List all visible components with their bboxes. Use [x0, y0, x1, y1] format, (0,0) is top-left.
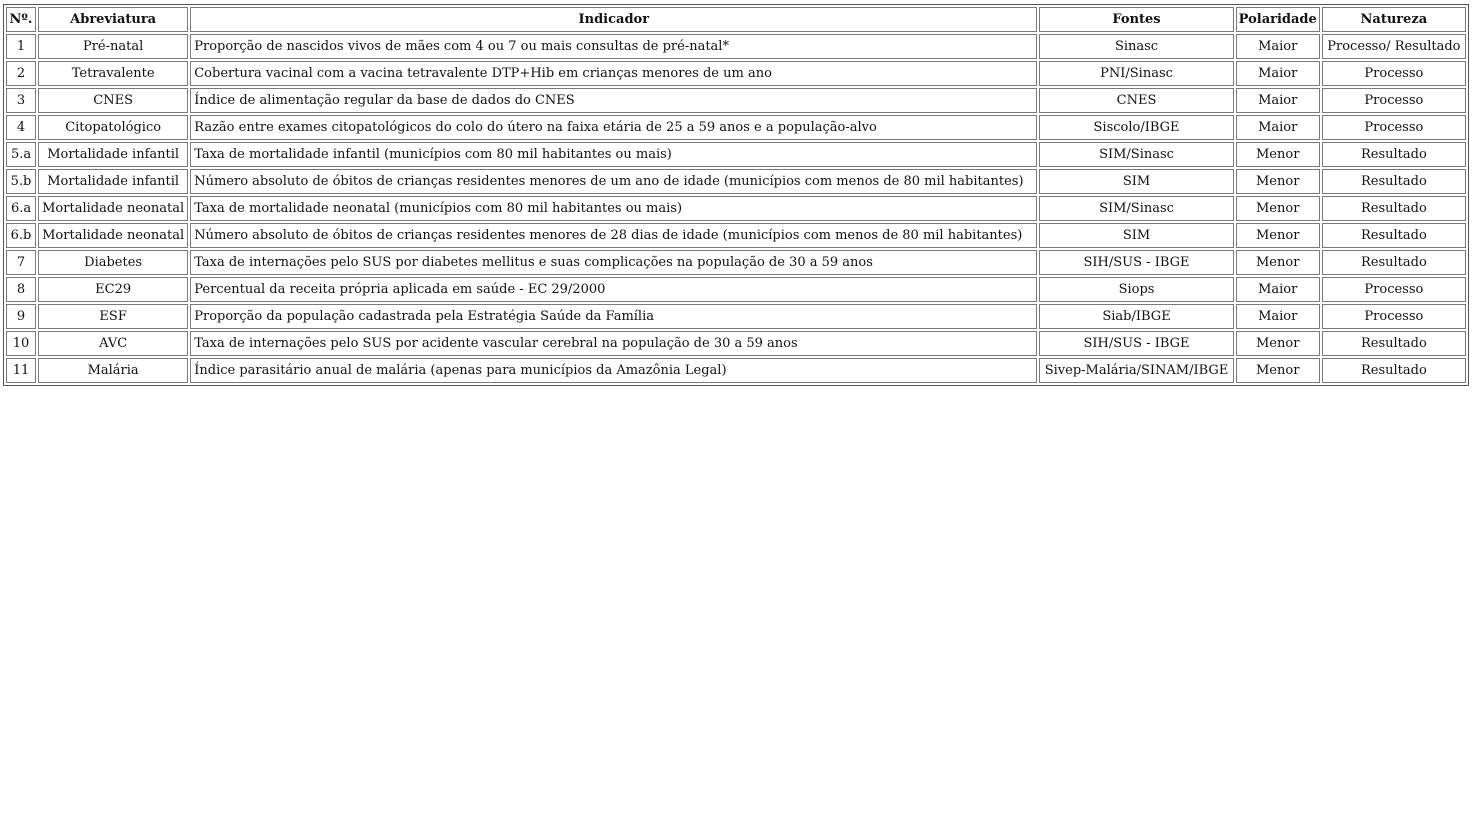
cell-no: 5.b	[6, 169, 36, 194]
cell-abreviatura: AVC	[38, 331, 188, 356]
cell-polaridade: Menor	[1236, 223, 1320, 248]
cell-no: 1	[6, 34, 36, 59]
cell-abreviatura: Pré-natal	[38, 34, 188, 59]
cell-natureza: Resultado	[1322, 223, 1466, 248]
header-abreviatura: Abreviatura	[38, 7, 188, 32]
table-row	[6, 88, 1466, 113]
cell-abreviatura: Malária	[38, 358, 188, 383]
cell-indicador: Proporção de nascidos vivos de mães com 4 ou 7 ou mais consultas de pré-natal*	[190, 34, 1037, 59]
cell-natureza: Processo/ Resultado	[1322, 34, 1466, 59]
cell-polaridade: Menor	[1236, 142, 1320, 167]
header-no: Nº.	[6, 7, 36, 32]
cell-fontes: SIM/Sinasc	[1039, 142, 1233, 167]
cell-indicador: Cobertura vacinal com a vacina tetravalente DTP+Hib em crianças menores de um ano	[190, 61, 1037, 86]
cell-natureza: Resultado	[1322, 142, 1466, 167]
cell-polaridade: Menor	[1236, 169, 1320, 194]
cell-indicador: Proporção da população cadastrada pela Estratégia Saúde da Família	[190, 304, 1037, 329]
cell-indicador: Índice parasitário anual de malária (apenas para municípios da Amazônia Legal)	[190, 358, 1037, 383]
cell-abreviatura: EC29	[38, 277, 188, 302]
cell-polaridade: Maior	[1236, 34, 1320, 59]
header-fontes: Fontes	[1039, 7, 1233, 32]
cell-natureza: Processo	[1322, 277, 1466, 302]
table-row	[6, 61, 1466, 86]
indicators-table-container	[3, 4, 1469, 386]
cell-natureza: Processo	[1322, 115, 1466, 140]
cell-no: 11	[6, 358, 36, 383]
cell-fontes: Siops	[1039, 277, 1233, 302]
cell-abreviatura: Mortalidade infantil	[38, 169, 188, 194]
cell-indicador: Razão entre exames citopatológicos do colo do útero na faixa etária de 25 a 59 anos e a população-alvo	[190, 115, 1037, 140]
cell-no: 10	[6, 331, 36, 356]
table-row	[6, 304, 1466, 329]
cell-polaridade: Menor	[1236, 196, 1320, 221]
cell-natureza: Resultado	[1322, 250, 1466, 275]
cell-fontes: Siscolo/IBGE	[1039, 115, 1233, 140]
indicators-table	[3, 4, 1469, 386]
cell-polaridade: Menor	[1236, 331, 1320, 356]
cell-abreviatura: Diabetes	[38, 250, 188, 275]
cell-no: 5.a	[6, 142, 36, 167]
cell-no: 6.b	[6, 223, 36, 248]
cell-natureza: Resultado	[1322, 331, 1466, 356]
cell-abreviatura: Mortalidade neonatal	[38, 223, 188, 248]
table-row	[6, 169, 1466, 194]
cell-no: 9	[6, 304, 36, 329]
cell-fontes: Sivep-Malária/SINAM/IBGE	[1039, 358, 1233, 383]
cell-abreviatura: Tetravalente	[38, 61, 188, 86]
cell-natureza: Processo	[1322, 304, 1466, 329]
cell-fontes: SIM/Sinasc	[1039, 196, 1233, 221]
table-header-row	[6, 7, 1466, 32]
cell-indicador: Número absoluto de óbitos de crianças residentes menores de 28 dias de idade (municípios com menos de 80 mil habitantes)	[190, 223, 1037, 248]
cell-polaridade: Menor	[1236, 250, 1320, 275]
header-indicador: Indicador	[190, 7, 1037, 32]
cell-no: 6.a	[6, 196, 36, 221]
cell-polaridade: Maior	[1236, 88, 1320, 113]
table-row	[6, 34, 1466, 59]
cell-natureza: Processo	[1322, 61, 1466, 86]
header-natureza: Natureza	[1322, 7, 1466, 32]
cell-polaridade: Menor	[1236, 358, 1320, 383]
cell-fontes: Siab/IBGE	[1039, 304, 1233, 329]
cell-natureza: Resultado	[1322, 358, 1466, 383]
cell-indicador: Taxa de mortalidade neonatal (municípios com 80 mil habitantes ou mais)	[190, 196, 1037, 221]
table-row	[6, 250, 1466, 275]
cell-abreviatura: Citopatológico	[38, 115, 188, 140]
cell-polaridade: Maior	[1236, 304, 1320, 329]
table-row	[6, 223, 1466, 248]
cell-fontes: CNES	[1039, 88, 1233, 113]
cell-fontes: PNI/Sinasc	[1039, 61, 1233, 86]
cell-indicador: Índice de alimentação regular da base de dados do CNES	[190, 88, 1037, 113]
cell-indicador: Número absoluto de óbitos de crianças residentes menores de um ano de idade (municípios com menos de 80 mil habitantes)	[190, 169, 1037, 194]
cell-abreviatura: Mortalidade infantil	[38, 142, 188, 167]
cell-no: 4	[6, 115, 36, 140]
cell-no: 3	[6, 88, 36, 113]
cell-fontes: Sinasc	[1039, 34, 1233, 59]
cell-indicador: Taxa de mortalidade infantil (municípios com 80 mil habitantes ou mais)	[190, 142, 1037, 167]
cell-no: 2	[6, 61, 36, 86]
cell-indicador: Taxa de internações pelo SUS por diabetes mellitus e suas complicações na população de 30 a 59 anos	[190, 250, 1037, 275]
cell-fontes: SIH/SUS - IBGE	[1039, 250, 1233, 275]
cell-abreviatura: ESF	[38, 304, 188, 329]
table-row	[6, 142, 1466, 167]
cell-no: 7	[6, 250, 36, 275]
cell-polaridade: Maior	[1236, 277, 1320, 302]
header-polaridade: Polaridade	[1236, 7, 1320, 32]
cell-natureza: Resultado	[1322, 196, 1466, 221]
table-row	[6, 358, 1466, 383]
cell-polaridade: Maior	[1236, 61, 1320, 86]
table-row	[6, 277, 1466, 302]
table-row	[6, 115, 1466, 140]
table-row	[6, 331, 1466, 356]
cell-natureza: Processo	[1322, 88, 1466, 113]
cell-abreviatura: CNES	[38, 88, 188, 113]
cell-natureza: Resultado	[1322, 169, 1466, 194]
cell-abreviatura: Mortalidade neonatal	[38, 196, 188, 221]
cell-indicador: Taxa de internações pelo SUS por acidente vascular cerebral na população de 30 a 59 anos	[190, 331, 1037, 356]
table-row	[6, 196, 1466, 221]
cell-fontes: SIM	[1039, 223, 1233, 248]
cell-no: 8	[6, 277, 36, 302]
cell-indicador: Percentual da receita própria aplicada em saúde - EC 29/2000	[190, 277, 1037, 302]
cell-polaridade: Maior	[1236, 115, 1320, 140]
cell-fontes: SIM	[1039, 169, 1233, 194]
cell-fontes: SIH/SUS - IBGE	[1039, 331, 1233, 356]
